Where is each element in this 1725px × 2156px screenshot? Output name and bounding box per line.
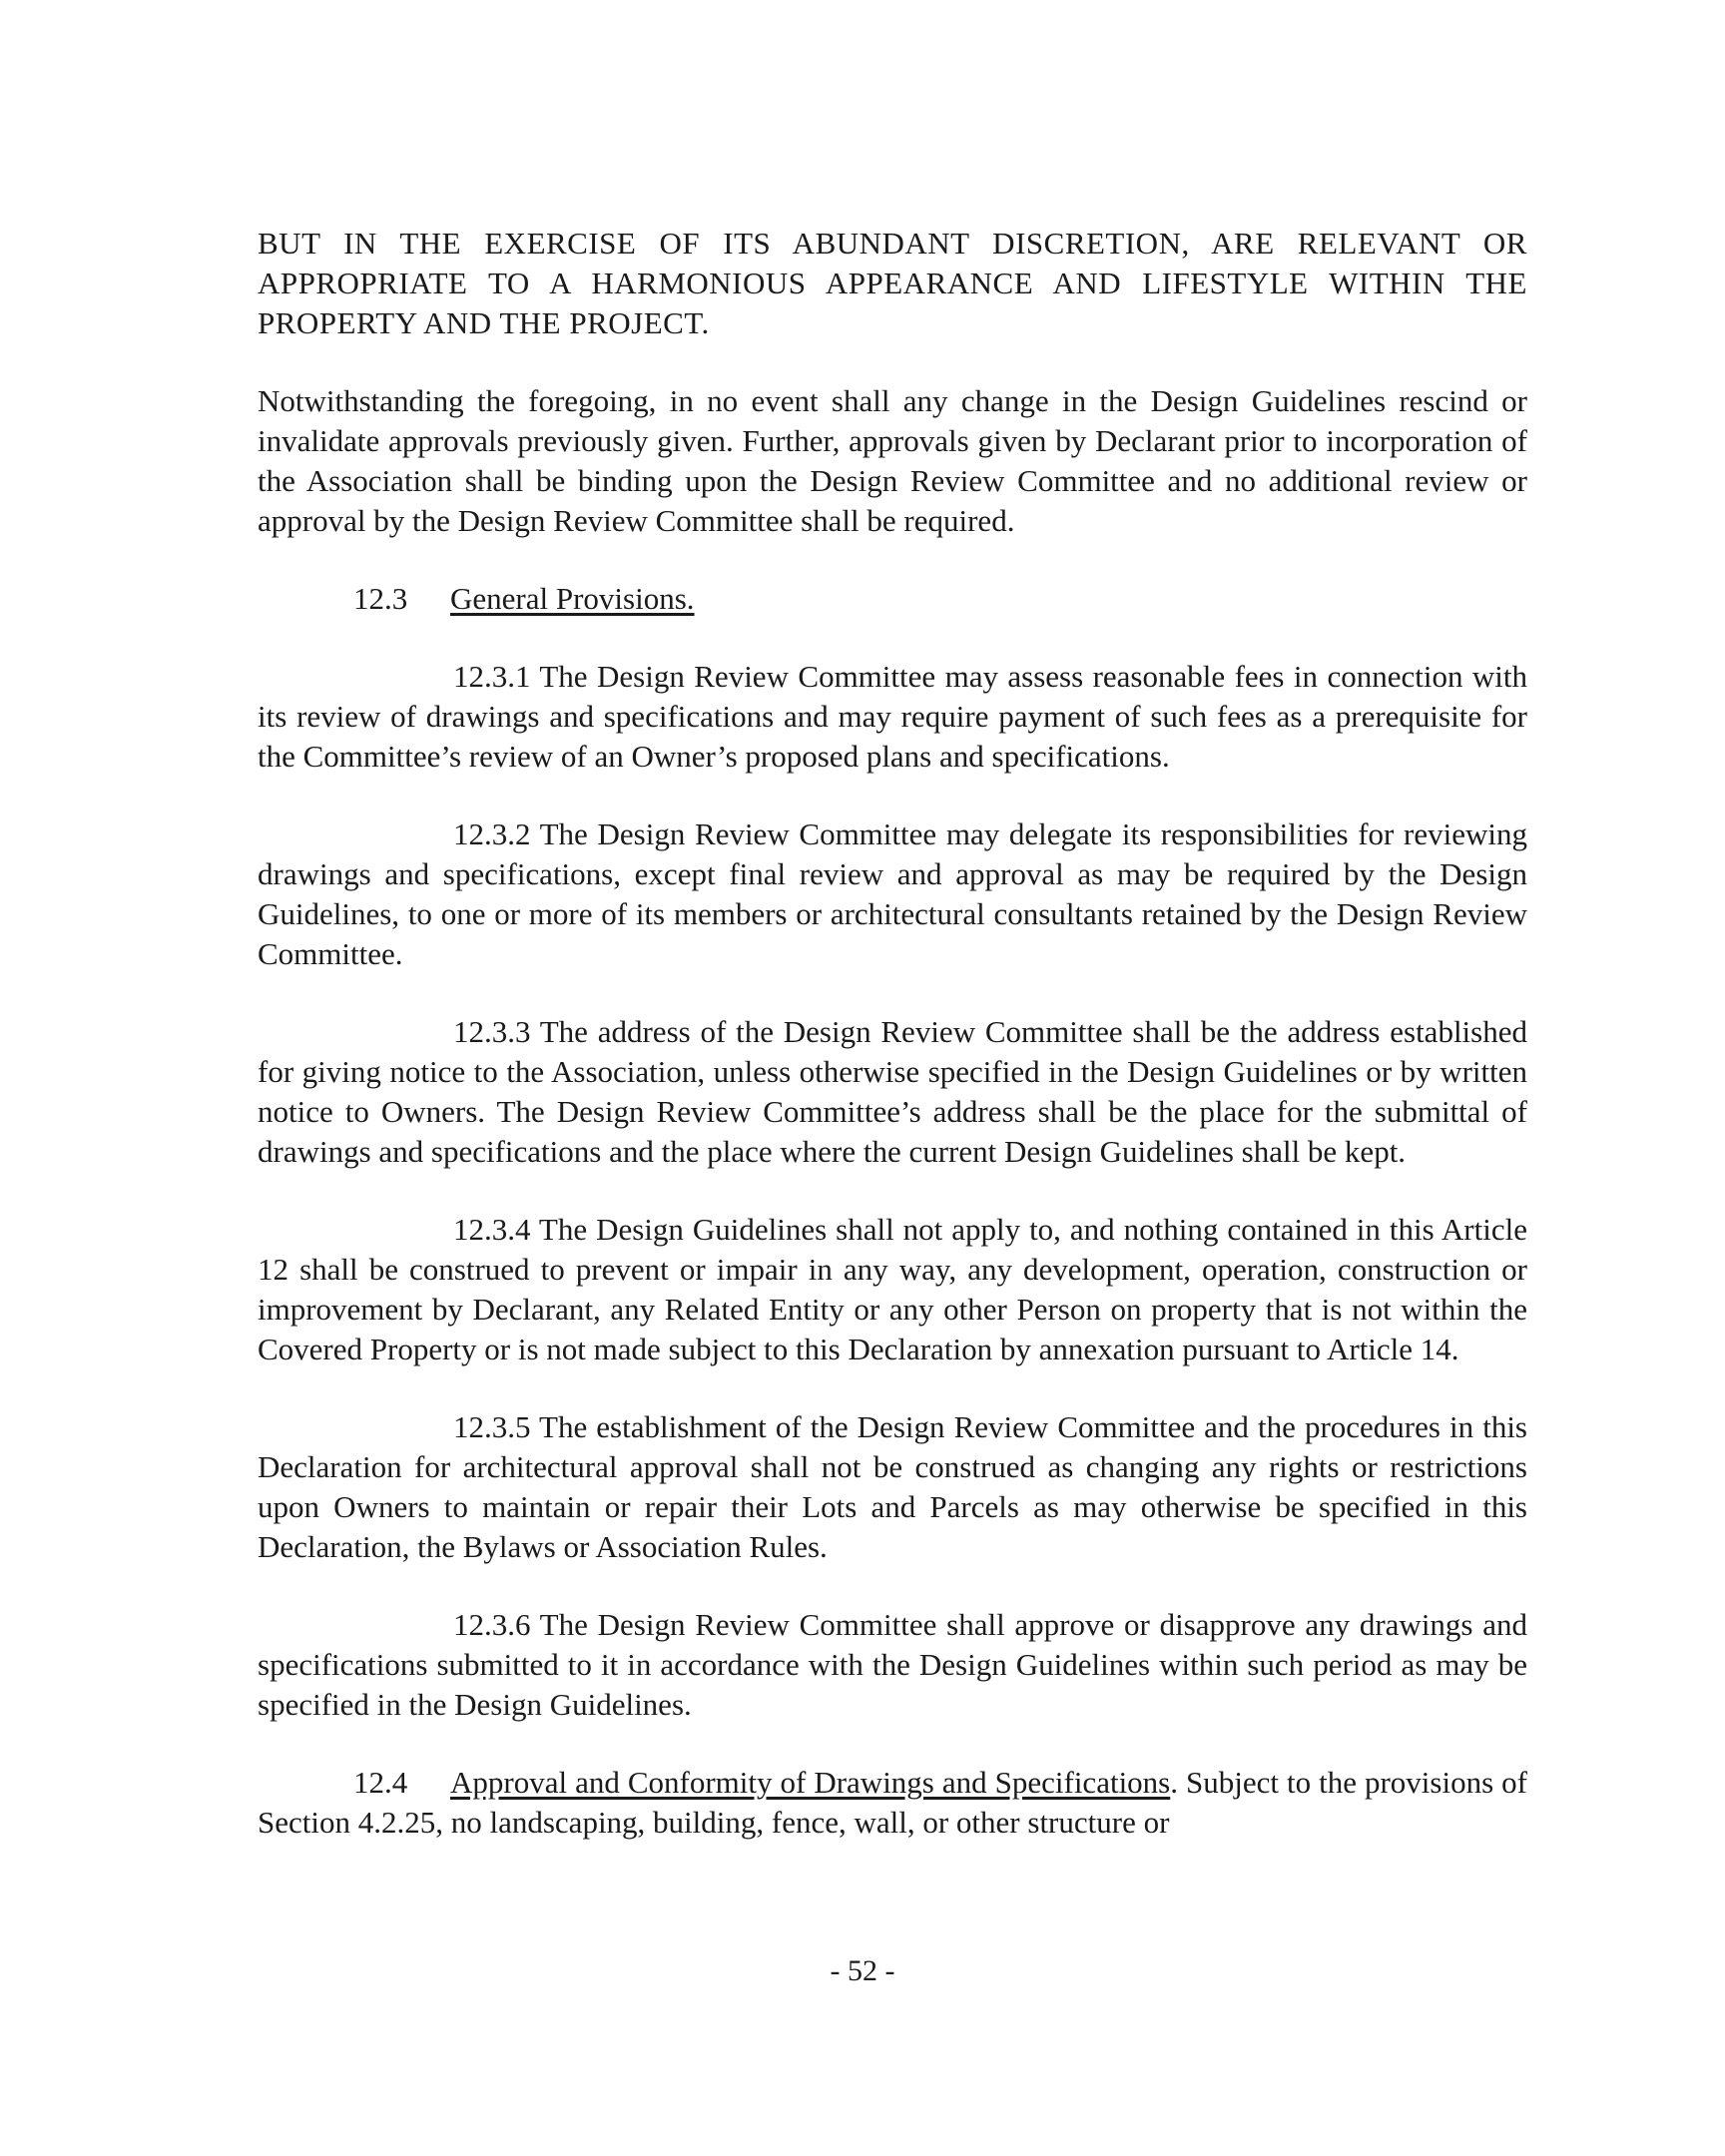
subsection-12-3-6: 12.3.6 The Design Review Committee shall approve or disapprove any drawings and specifications submitted to it in accordance with the Design Guidelines within such period as may be specified in the Design Guidelines. <box>258 1607 1527 1722</box>
subsection-12-3-4: 12.3.4 The Design Guidelines shall not apply to, and nothing contained in this Article 12 shall be construed to prevent or impair in any way, any development, operation, construction or improvement by Declarant, any Related Entity or any other Person on property that is not within the Covered Property or is not made subject to this Declaration by annexation pursuant to Article 14. <box>258 1212 1527 1366</box>
section-title: Approval and Conformity of Drawings and Specifications <box>450 1765 1171 1800</box>
document-page <box>258 224 1527 1881</box>
subsection-12-3-2: 12.3.2 The Design Review Committee may delegate its responsibilities for reviewing drawings and specifications, except final review and approval as may be required by the Design Guidelines, to one or more of its members or architectural consultants retained by the Design Review Committee. <box>258 816 1527 971</box>
section-12-3-heading <box>258 579 1527 619</box>
section-number: 12.4 <box>353 1765 408 1800</box>
subsection-12-3-3: 12.3.3 The address of the Design Review Committee shall be the address established for giving notice to the Association, unless otherwise specified in the Design Guidelines or by written notice to Owners. The Design Review Committee’s address shall be the place for the submittal of drawings and specifications and the place where the current Design Guidelines shall be kept. <box>258 1014 1527 1169</box>
intro-caps-paragraph: BUT IN THE EXERCISE OF ITS ABUNDANT DISCRETION, ARE RELEVANT OR APPROPRIATE TO A HARMONIOUS APPEARANCE AND LIFESTYLE WITHIN THE PROPERTY AND THE PROJECT. <box>258 226 1527 340</box>
section-number: 12.3 <box>353 581 408 616</box>
section-title: General Provisions. <box>450 581 695 616</box>
subsection-12-3-5: 12.3.5 The establishment of the Design Review Committee and the procedures in this Declaration for architectural approval shall not be construed as changing any rights or restrictions upon Owners to maintain or repair their Lots and Parcels as may otherwise be specified in this Declaration, the Bylaws or Association Rules. <box>258 1409 1527 1564</box>
notwithstanding-paragraph: Notwithstanding the foregoing, in no event shall any change in the Design Guidelines rescind or invalidate approvals previously given. Further, approvals given by Declarant prior to incorporation of the Association shall be binding upon the Design Review Committee and no additional review or approval by the Design Review Committee shall be required. <box>258 383 1527 538</box>
subsection-12-3-1: 12.3.1 The Design Review Committee may assess reasonable fees in connection with its review of drawings and specifications and may require payment of such fees as a prerequisite for the Committee’s review of an Owner’s proposed plans and specifications. <box>258 659 1527 774</box>
page-number: - 52 - <box>830 1954 895 1987</box>
section-12-4-paragraph <box>258 1763 1527 1843</box>
section-text: . Subject to the provisions of Section 4.2.25, no landscaping, building, fence, wall, or other structure or <box>258 1765 1527 1840</box>
